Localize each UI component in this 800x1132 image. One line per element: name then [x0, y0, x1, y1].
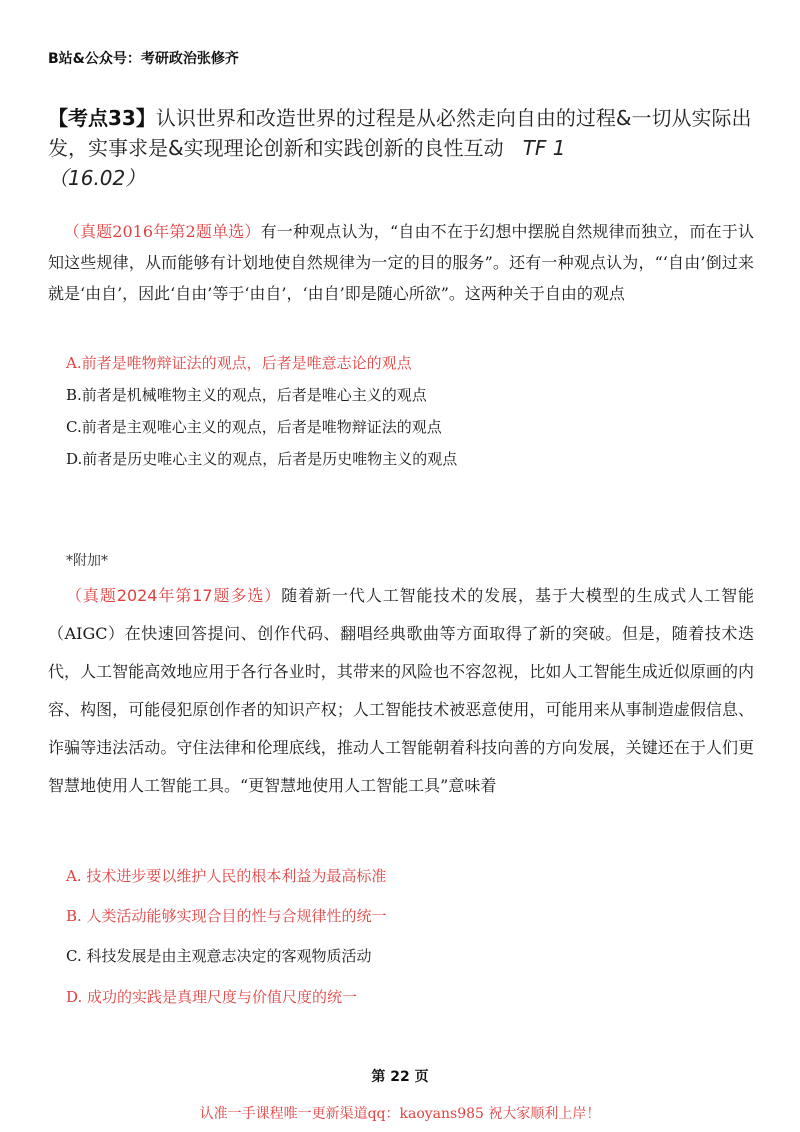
page-number: 第 22 页 — [371, 1069, 429, 1085]
question-2-text: 随着新一代人工智能技术的发展，基于大模型的生成式人工智能（AIGC）在快速回答提问、创作代码、翻唱经典歌曲等方面取得了新的突破。但是，随着技术迭代，人工智能高效地应用于各行各业时，其带来的风险也不容忽视，比如人工智能生成近似原画的内容、构图，可能侵犯原创作者的知识产权；人工智能技术被恶意使用，可能用来从事制造虚假信息、诈骗等违法活动。守住法律和伦理底线，推动人工智能朝着科技向善的方向发展，关键还在于人们更智慧地使用人工智能工具。“更智慧地使用人工智能工具”意味着 — [48, 586, 754, 795]
question-2-option-d: D. 成功的实践是真理尺度与价值尺度的统一 — [66, 988, 358, 1006]
question-1-option-c: C.前者是主观唯心主义的观点，后者是唯物辩证法的观点 — [66, 418, 442, 436]
question-2-label: （真题2024年第17题多选） — [66, 586, 282, 605]
topic-text: 认识世界和改造世界的过程是从必然走向自由的过程&一切从实际出发，实事求是&实现理论创新和实践创新的良性互动 — [48, 106, 752, 160]
question-2-stem — [48, 577, 754, 805]
footer-notice: 认准一手课程唯一更新渠道qq：kaoyans985 祝大家顺利上岸！ — [199, 1106, 601, 1122]
question-2-option-a: A. 技术进步要以维护人民的根本利益为最高标准 — [66, 867, 387, 885]
topic-tag: 【考点33】 — [48, 106, 156, 130]
appendix-label: *附加* — [66, 553, 108, 569]
question-1-option-a: A.前者是唯物辩证法的观点，后者是唯意志论的观点 — [66, 354, 412, 372]
question-2-option-c: C. 科技发展是由主观意志决定的客观物质活动 — [66, 947, 372, 965]
page-header: B站&公众号：考研政治张修齐 — [48, 51, 239, 67]
question-1-stem — [48, 216, 754, 309]
question-1-option-b: B.前者是机械唯物主义的观点，后者是唯心主义的观点 — [66, 386, 427, 404]
topic-heading — [48, 103, 758, 193]
topic-code: （16.02） — [48, 166, 146, 190]
question-1-option-d: D.前者是历史唯心主义的观点，后者是历史唯物主义的观点 — [66, 450, 458, 468]
question-1-text: 有一种观点认为，“自由不在于幻想中摆脱自然规律而独立，而在于认知这些规律，从而能够有计划地使自然规律为一定的目的服务”。还有一种观点认为，“‘自由’倒过来就是‘由自’，因此‘自由’等于‘由自’，‘由自’即是随心所欲”。这两种关于自由的观点 — [48, 222, 754, 303]
question-2-option-b: B. 人类活动能够实现合目的性与合规律性的统一 — [66, 907, 387, 925]
question-1-label: （真题2016年第2题单选） — [63, 222, 261, 241]
topic-tf: TF 1 — [522, 136, 566, 160]
